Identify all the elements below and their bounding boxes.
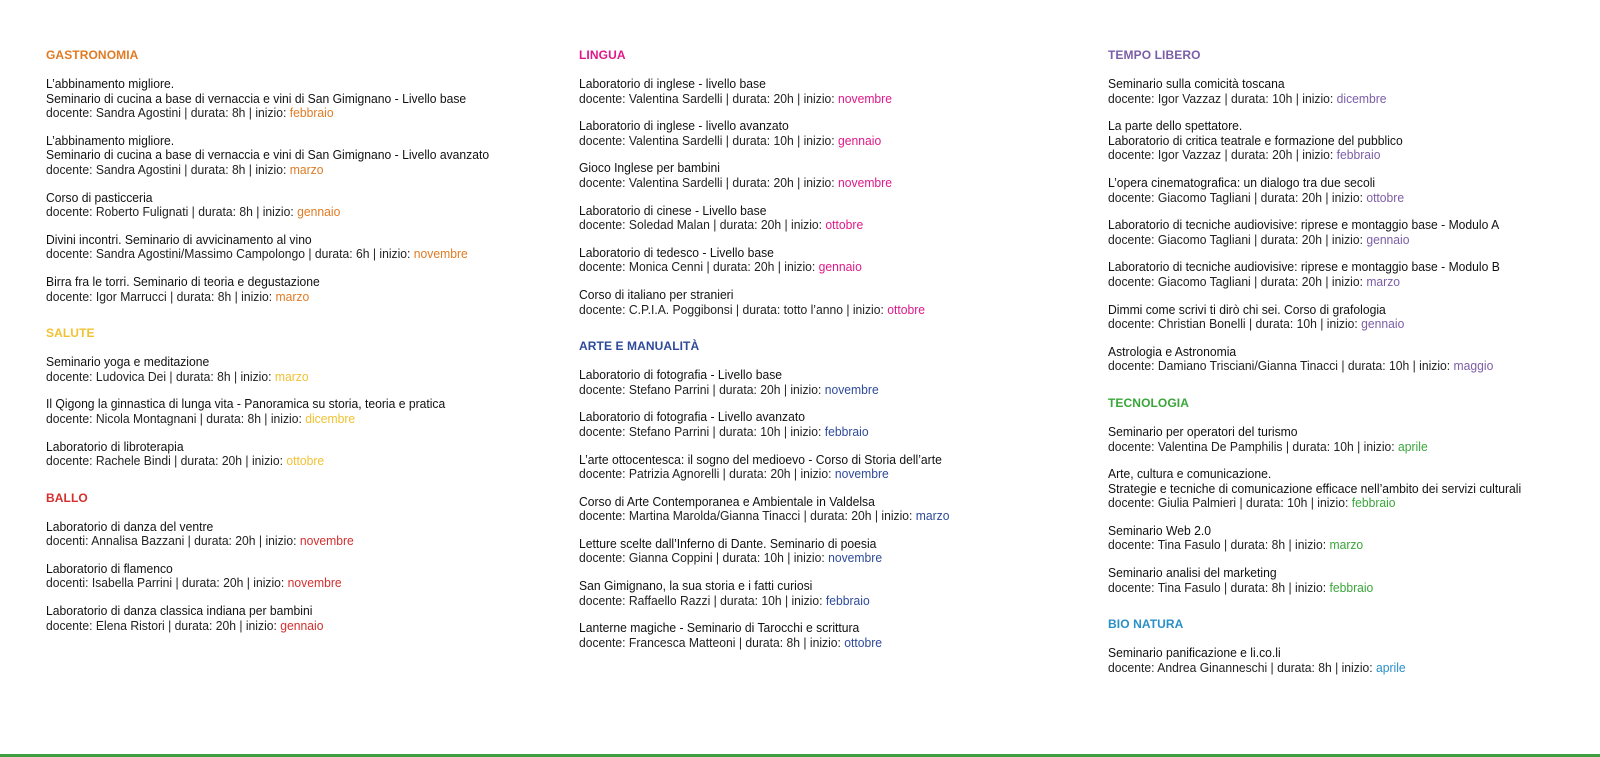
- course-item: [46, 233, 506, 262]
- course-title: Laboratorio di fotografia - Livello avanzato: [579, 409, 805, 425]
- course-title: Laboratorio di inglese - livello avanzato: [579, 118, 789, 134]
- course-title: Corso di pasticceria: [46, 189, 153, 205]
- course-info: [46, 454, 503, 469]
- course-start-month: aprile: [1398, 438, 1428, 454]
- course-start-month: ottobre: [887, 301, 926, 317]
- course-start-month: febbraio: [289, 105, 334, 121]
- course-details: docente: Stefano Parrini | durata: 20h | inizio:: [579, 381, 825, 397]
- course-details: docente: Rachele Bindi | durata: 20h | inizio:: [46, 453, 287, 469]
- course-start-month: novembre: [287, 575, 342, 591]
- section-tecnologia: [1108, 396, 1588, 595]
- course-start-month: marzo: [289, 161, 324, 177]
- course-start-month: novembre: [413, 246, 468, 262]
- course-info: [1108, 92, 1585, 107]
- course-item: [46, 77, 506, 121]
- course-title: Corso di Arte Contemporanea e Ambientale in Valdelsa: [579, 493, 875, 509]
- course-details: docente: Stefano Parrini | durata: 10h | inizio:: [579, 423, 825, 439]
- section-arte-e-manualita: [579, 339, 1039, 650]
- course-details: docente: Ludovica Dei | durata: 8h | inizio:: [46, 368, 275, 384]
- course-details: docente: Giacomo Tagliani | durata: 20h | inizio:: [1108, 231, 1367, 247]
- course-title: Seminario sulla comicità toscana: [1108, 76, 1285, 91]
- course-item: [579, 161, 1039, 190]
- course-item: [1108, 566, 1588, 595]
- course-item: [46, 520, 506, 549]
- course-info: [1108, 538, 1585, 553]
- course-title: Birra fra le torri. Seminario di teoria e degustazione: [46, 273, 320, 289]
- course-details: docente: Igor Vazzaz | durata: 20h | inizio:: [1108, 147, 1337, 163]
- course-item: [46, 604, 506, 633]
- course-item: [579, 246, 1039, 275]
- course-item: [579, 495, 1039, 524]
- course-details: docente: Patrizia Agnorelli | durata: 20h | inizio:: [579, 466, 835, 482]
- course-start-month: febbraio: [1351, 495, 1396, 511]
- course-info: [46, 290, 503, 305]
- course-title: Laboratorio di danza classica indiana per bambini: [46, 603, 313, 619]
- course-info: [1108, 233, 1585, 248]
- column-3: [1108, 48, 1588, 697]
- course-item: [579, 453, 1039, 482]
- section-heading: TEMPO LIBERO: [1108, 48, 1201, 62]
- course-start-month: gennaio: [297, 204, 341, 220]
- course-start-month: febbraio: [1336, 147, 1381, 163]
- course-title: Seminario di cucina a base di vernaccia e vini di San Gimignano - Livello avanzato: [46, 147, 490, 163]
- course-item: [1108, 646, 1588, 675]
- course-title: Laboratorio di tecniche audiovisive: riprese e montaggio base - Modulo A: [1108, 217, 1500, 233]
- course-title: Laboratorio di flamenco: [46, 560, 173, 576]
- course-info: [579, 134, 1036, 149]
- course-info: [46, 163, 503, 178]
- course-title: Laboratorio di cinese - Livello base: [579, 202, 767, 218]
- course-info: [46, 370, 503, 385]
- course-info: [579, 509, 1036, 524]
- course-details: docente: Sandra Agostini | durata: 8h | inizio:: [46, 105, 290, 121]
- course-start-month: ottobre: [286, 453, 325, 469]
- course-details: docente: Nicola Montagnani | durata: 8h | inizio:: [46, 410, 306, 426]
- course-details: docente: Elena Ristori | durata: 20h | inizio:: [46, 617, 281, 633]
- course-item: [579, 537, 1039, 566]
- course-details: docente: Valentina Sardelli | durata: 20h | inizio:: [579, 90, 839, 106]
- course-item: [1108, 119, 1588, 163]
- course-details: docente: Giacomo Tagliani | durata: 20h | inizio:: [1108, 189, 1367, 205]
- course-title: Corso di italiano per stranieri: [579, 286, 734, 302]
- section-heading: GASTRONOMIA: [46, 48, 139, 62]
- course-start-month: marzo: [1329, 537, 1364, 553]
- course-title: Seminario yoga e meditazione: [46, 354, 210, 370]
- course-details: docente: Raffaello Razzi | durata: 10h | inizio:: [579, 592, 826, 608]
- course-item: [1108, 176, 1588, 205]
- course-details: docenti: Annalisa Bazzani | durata: 20h | inizio:: [46, 533, 300, 549]
- course-title: Astrologia e Astronomia: [1108, 343, 1237, 359]
- course-info: [579, 467, 1036, 482]
- course-item: [46, 355, 506, 384]
- course-details: docente: C.P.I.A. Poggibonsi | durata: totto l’anno | inizio:: [579, 301, 888, 317]
- course-title: Laboratorio di fotografia - Livello base: [579, 367, 783, 383]
- course-details: docente: Christian Bonelli | durata: 10h | inizio:: [1108, 316, 1362, 332]
- section-salute: [46, 326, 506, 469]
- course-details: docente: Valentina Sardelli | durata: 10h | inizio:: [579, 132, 839, 148]
- course-title: L’opera cinematografica: un dialogo tra due secoli: [1108, 174, 1376, 190]
- course-title: Seminario panificazione e li.co.li: [1108, 645, 1281, 661]
- course-start-month: novembre: [299, 533, 354, 549]
- course-start-month: febbraio: [825, 592, 870, 608]
- course-info: [579, 218, 1036, 233]
- course-info: [1108, 317, 1585, 332]
- course-info: [579, 425, 1036, 440]
- course-start-month: febbraio: [1329, 579, 1374, 595]
- course-info: [46, 412, 503, 427]
- course-details: docente: Valentina Sardelli | durata: 20h | inizio:: [579, 174, 839, 190]
- course-item: [46, 440, 506, 469]
- course-start-month: marzo: [915, 508, 950, 524]
- course-info: [46, 247, 503, 262]
- course-title: Laboratorio di tecniche audiovisive: riprese e montaggio base - Modulo B: [1108, 259, 1500, 275]
- course-details: docente: Tina Fasulo | durata: 8h | inizio:: [1108, 579, 1330, 595]
- course-item: [46, 562, 506, 591]
- section-heading: BIO NATURA: [1108, 617, 1184, 632]
- course-start-month: dicembre: [1336, 90, 1387, 106]
- course-title: San Gimignano, la sua storia e i fatti curiosi: [579, 578, 813, 594]
- course-info: [1108, 191, 1585, 206]
- course-item: [579, 621, 1039, 650]
- course-title: Laboratorio di critica teatrale e formazione del pubblico: [1108, 132, 1403, 148]
- course-item: [1108, 425, 1588, 454]
- course-start-month: gennaio: [280, 617, 324, 633]
- course-details: docente: Roberto Fulignati | durata: 8h | inizio:: [46, 204, 298, 220]
- course-details: docente: Giacomo Tagliani | durata: 20h | inizio:: [1108, 273, 1367, 289]
- section-gastronomia: [46, 48, 506, 304]
- course-title: La parte dello spettatore.: [1108, 118, 1243, 134]
- course-info: [579, 551, 1036, 566]
- course-title: Strategie e tecniche di comunicazione efficace nell’ambito dei servizi culturali: [1108, 480, 1522, 496]
- course-start-month: gennaio: [818, 259, 862, 275]
- column-1: [46, 48, 506, 655]
- course-info: [579, 176, 1036, 191]
- course-details: docente: Tina Fasulo | durata: 8h | inizio:: [1108, 537, 1330, 553]
- course-title: L’abbinamento migliore.: [46, 76, 175, 91]
- course-start-month: ottobre: [1366, 189, 1405, 205]
- course-info: [1108, 148, 1585, 163]
- course-item: [579, 410, 1039, 439]
- course-details: docente: Sandra Agostini | durata: 8h | inizio:: [46, 161, 290, 177]
- course-title: L’arte ottocentesca: il sogno del medioevo - Corso di Storia dell’arte: [579, 451, 942, 467]
- course-title: Gioco Inglese per bambini: [579, 160, 720, 176]
- course-item: [46, 397, 506, 426]
- course-title: Laboratorio di danza del ventre: [46, 518, 214, 534]
- course-title: Laboratorio di tedesco - Livello base: [579, 244, 774, 260]
- course-title: Seminario di cucina a base di vernaccia e vini di San Gimignano - Livello base: [46, 90, 467, 106]
- course-start-month: marzo: [275, 288, 310, 304]
- section-heading: SALUTE: [46, 326, 95, 341]
- course-details: docente: Sandra Agostini/Massimo Campolongo | durata: 6h | inizio:: [46, 246, 414, 262]
- course-details: docente: Gianna Coppini | durata: 10h | inizio:: [579, 550, 829, 566]
- course-start-month: marzo: [274, 368, 309, 384]
- course-item: [46, 134, 506, 178]
- course-info: [1108, 581, 1585, 596]
- course-info: [1108, 440, 1585, 455]
- course-details: docente: Soledad Malan | durata: 20h | inizio:: [579, 217, 826, 233]
- course-item: [1108, 303, 1588, 332]
- course-item: [579, 288, 1039, 317]
- course-details: docente: Francesca Matteoni | durata: 8h | inizio:: [579, 634, 845, 650]
- course-info: [1108, 275, 1585, 290]
- course-item: [579, 368, 1039, 397]
- course-item: [1108, 260, 1588, 289]
- course-title: Seminario per operatori del turismo: [1108, 423, 1298, 439]
- course-start-month: novembre: [828, 550, 883, 566]
- course-info: [579, 260, 1036, 275]
- course-details: docente: Valentina De Pamphilis | durata: 10h | inizio:: [1108, 438, 1399, 454]
- section-heading: TECNOLOGIA: [1108, 395, 1189, 410]
- course-info: [1108, 359, 1585, 374]
- course-title: Seminario analisi del marketing: [1108, 565, 1277, 581]
- course-info: [46, 619, 503, 634]
- course-start-month: febbraio: [824, 423, 869, 439]
- course-info: [579, 383, 1036, 398]
- course-info: [579, 303, 1036, 318]
- course-details: docente: Igor Marrucci | durata: 8h | inizio:: [46, 288, 276, 304]
- course-start-month: gennaio: [1366, 231, 1410, 247]
- course-details: docenti: Isabella Parrini | durata: 20h | inizio:: [46, 575, 288, 591]
- section-heading: LINGUA: [579, 48, 626, 62]
- course-info: [1108, 661, 1585, 676]
- course-info: [46, 534, 503, 549]
- course-start-month: gennaio: [1361, 316, 1405, 332]
- course-item: [579, 119, 1039, 148]
- course-item: [1108, 524, 1588, 553]
- course-info: [46, 106, 503, 121]
- course-item: [1108, 345, 1588, 374]
- course-details: docente: Andrea Ginanneschi | durata: 8h | inizio:: [1108, 659, 1377, 675]
- course-item: [46, 191, 506, 220]
- column-2: [579, 48, 1039, 672]
- course-start-month: maggio: [1453, 358, 1494, 374]
- course-start-month: dicembre: [305, 410, 356, 426]
- course-start-month: novembre: [834, 466, 889, 482]
- course-details: docente: Igor Vazzaz | durata: 10h | inizio:: [1108, 90, 1337, 106]
- course-details: docente: Giulia Palmieri | durata: 10h | inizio:: [1108, 495, 1352, 511]
- course-title: Arte, cultura e comunicazione.: [1108, 466, 1272, 482]
- course-details: docente: Martina Marolda/Gianna Tinacci | durata: 20h | inizio:: [579, 508, 916, 524]
- section-heading: ARTE E MANUALITÀ: [579, 339, 700, 354]
- course-start-month: gennaio: [838, 132, 882, 148]
- section-lingua: [579, 48, 1039, 317]
- course-info: [579, 92, 1036, 107]
- course-item: [579, 204, 1039, 233]
- course-start-month: novembre: [824, 381, 879, 397]
- course-title: Laboratorio di inglese - livello base: [579, 76, 766, 91]
- course-title: Divini incontri. Seminario di avvicinamento al vino: [46, 231, 312, 247]
- course-title: Dimmi come scrivi ti dirò chi sei. Corso di grafologia: [1108, 301, 1386, 317]
- section-heading: BALLO: [46, 490, 88, 505]
- course-title: Seminario Web 2.0: [1108, 522, 1211, 538]
- course-info: [46, 205, 503, 220]
- course-item: [1108, 77, 1588, 106]
- course-info: [46, 576, 503, 591]
- course-details: docente: Monica Cenni | durata: 20h | inizio:: [579, 259, 819, 275]
- course-item: [1108, 467, 1588, 511]
- course-item: [1108, 218, 1588, 247]
- section-bio-natura: [1108, 617, 1588, 675]
- course-item: [579, 77, 1039, 106]
- course-title: L’abbinamento migliore.: [46, 132, 175, 148]
- course-info: [579, 636, 1036, 651]
- course-start-month: ottobre: [844, 634, 883, 650]
- course-title: Letture scelte dall’Inferno di Dante. Seminario di poesia: [579, 535, 877, 551]
- course-title: Lanterne magiche - Seminario di Tarocchi e scrittura: [579, 620, 860, 636]
- course-start-month: ottobre: [825, 217, 864, 233]
- section-ballo: [46, 491, 506, 634]
- course-details: docente: Damiano Trisciani/Gianna Tinacci | durata: 10h | inizio:: [1108, 358, 1454, 374]
- course-start-month: aprile: [1376, 659, 1406, 675]
- course-start-month: novembre: [838, 174, 892, 190]
- course-start-month: marzo: [1366, 273, 1401, 289]
- course-info: [579, 594, 1036, 609]
- course-title: Il Qigong la ginnastica di lunga vita - Panoramica su storia, teoria e pratica: [46, 396, 446, 412]
- course-item: [46, 275, 506, 304]
- course-item: [579, 579, 1039, 608]
- course-start-month: novembre: [838, 90, 892, 106]
- section-tempo-libero: [1108, 48, 1588, 374]
- course-title: Laboratorio di libroterapia: [46, 438, 184, 454]
- course-info: [1108, 496, 1585, 511]
